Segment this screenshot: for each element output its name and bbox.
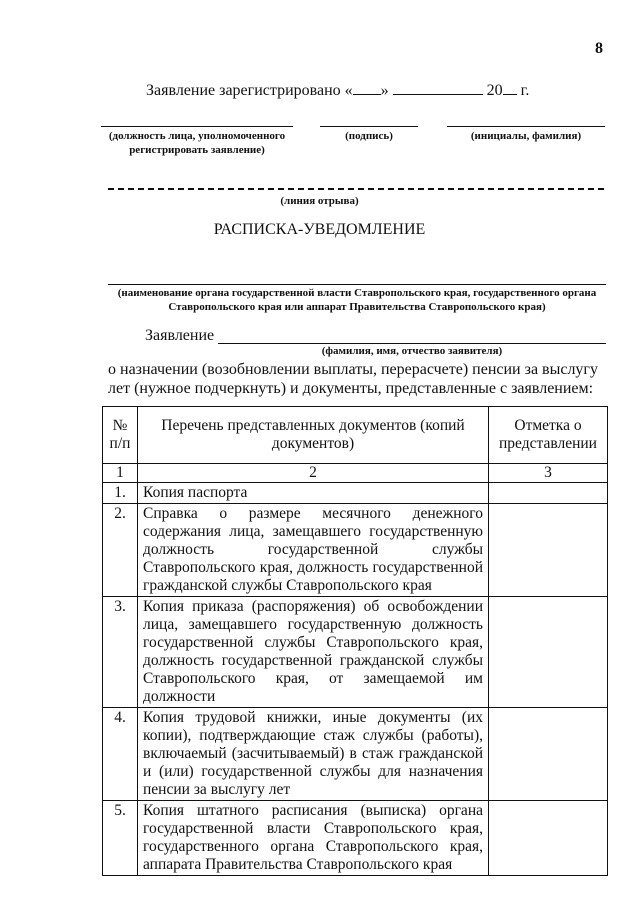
name-line — [447, 126, 605, 127]
row-number: 1. — [103, 483, 138, 504]
row-document: Копия трудовой книжки, иные документы (их копии), подтверждающие стаж службы (работы), включаемый (засчитываемый) в стаж гражданской и (или) государственной службы для назначения пенсии за выслугу лет — [138, 708, 489, 801]
table-row — [103, 597, 608, 708]
signature-line — [320, 126, 418, 127]
table-header-row — [103, 407, 608, 464]
row-mark — [489, 597, 608, 708]
year-prefix: 20 — [486, 82, 503, 99]
table-row — [103, 504, 608, 597]
row-document: Копия паспорта — [138, 483, 489, 504]
year-suffix: г. — [520, 82, 530, 99]
statement-label: Заявление — [145, 327, 215, 344]
header-number: № п/п — [103, 407, 138, 464]
row-number: 4. — [103, 708, 138, 801]
purpose-text: о назначении (возобновлении выплаты, перерасчете) пенсии за выслугу лет (нужное подчеркнуть) и документы, представленные с заявлением: — [108, 361, 598, 397]
row-mark — [489, 504, 608, 597]
row-document: Справка о размере месячного денежного содержания лица, замещавшего государственную должность государственной службы Ставропольского края, должность государственной гражданской службы Ставропольского края — [138, 504, 489, 597]
table-row — [103, 708, 608, 801]
column-number: 1 — [103, 464, 138, 483]
page-number: 8 — [595, 40, 603, 57]
row-number: 5. — [103, 801, 138, 876]
authority-line — [108, 284, 606, 285]
statement-row — [145, 327, 214, 345]
documents-table — [102, 406, 608, 876]
header-mark: Отметка о представлении — [489, 407, 608, 464]
row-mark — [489, 483, 608, 504]
month-blank — [393, 80, 483, 95]
tear-line — [108, 188, 604, 190]
position-caption: (должность лица, уполномоченного регистрировать заявление) — [108, 130, 286, 156]
document-title: РАСПИСКА-УВЕДОМЛЕНИЕ — [213, 221, 426, 238]
quote-open: « — [344, 82, 353, 99]
registration-text: Заявление зарегистрировано — [146, 82, 341, 99]
year-blank — [503, 80, 517, 95]
tear-line-caption: (линия отрыва) — [280, 195, 359, 207]
row-document: Копия штатного расписания (выписка) органа государственной власти Ставропольского края, государственного органа Ставропольского края, аппарата Правительства Ставропольского края — [138, 801, 489, 876]
column-number: 2 — [138, 464, 489, 483]
name-caption: (инициалы, фамилия) — [470, 130, 582, 142]
column-number-row — [103, 464, 608, 483]
day-blank — [353, 80, 381, 95]
column-number: 3 — [489, 464, 608, 483]
quote-close: » — [380, 82, 389, 99]
row-document: Копия приказа (распоряжения) об освобождении лица, замещавшего государственную должность государственной службы Ставропольского края, должность государственной гражданской службы Ставропольского края, от замещаемой им должности — [138, 597, 489, 708]
row-number: 3. — [103, 597, 138, 708]
table-row — [103, 801, 608, 876]
position-line — [101, 126, 293, 127]
row-number: 2. — [103, 504, 138, 597]
row-mark — [489, 801, 608, 876]
applicant-caption: (фамилия, имя, отчество заявителя) — [321, 345, 503, 357]
signature-caption: (подпись) — [345, 130, 393, 142]
row-mark — [489, 708, 608, 801]
authority-caption: (наименование органа государственной власти Ставропольского края, государственного органа Ставропольского края или аппарат Правительства Ставропольского края) — [117, 287, 597, 313]
registration-line — [146, 80, 529, 100]
header-documents: Перечень представленных документов (копий документов) — [138, 407, 489, 464]
table-row — [103, 483, 608, 504]
